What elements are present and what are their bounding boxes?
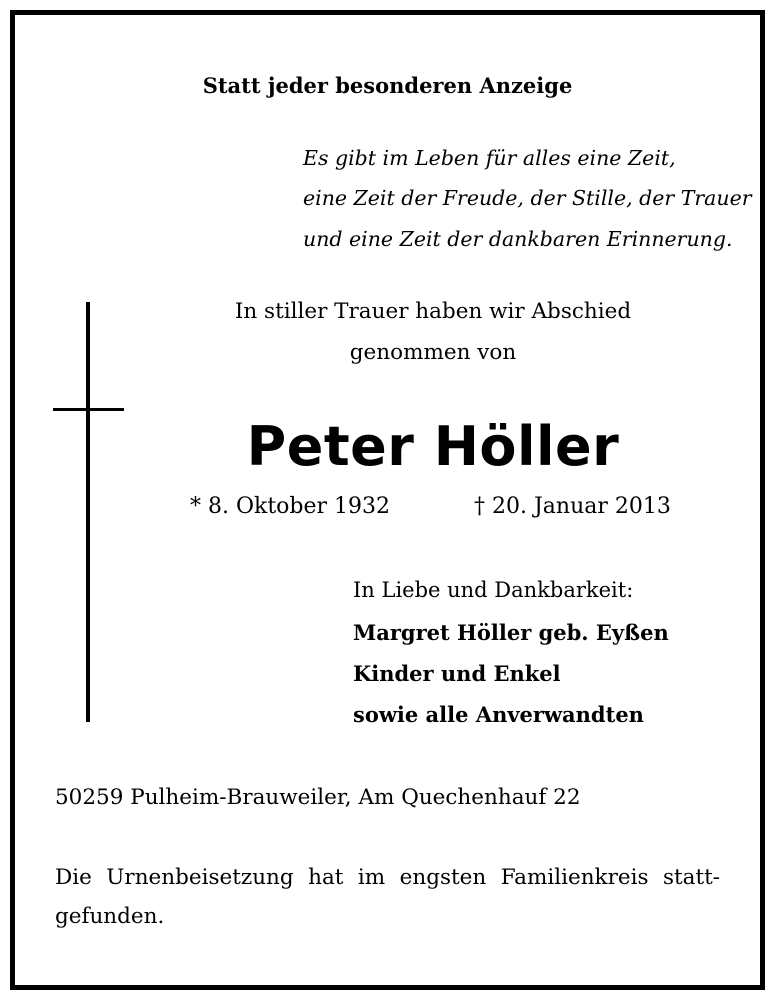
address: 50259 Pulheim-Brauweiler, Am Quechenhauf 22 (55, 785, 581, 810)
header-text: Statt jeder besonderen Anzeige (202, 73, 573, 98)
deceased-name: Peter Höller (246, 415, 620, 478)
notice-header (0, 73, 775, 98)
mourner-3: sowie alle Anverwandten (353, 702, 644, 727)
quote-line-2: eine Zeit der Freude, der Stille, der Trauer (303, 186, 752, 210)
birth-date: * 8. Oktober 1932 (190, 494, 391, 519)
quote-line-1: Es gibt im Leben für alles eine Zeit, (303, 146, 676, 170)
intro-line-1: In stiller Trauer haben wir Abschied (234, 299, 632, 324)
burial-note (55, 858, 720, 936)
intro-line-2: genommen von (349, 340, 517, 365)
burial-line-1: Die Urnenbeisetzung hat im engsten Familienkreis statt- (55, 865, 720, 890)
quote-line-3: und eine Zeit der dankbaren Erinnerung. (303, 227, 733, 251)
cross-bar (53, 408, 124, 411)
mourner-2: Kinder und Enkel (353, 661, 561, 686)
closing-label: In Liebe und Dankbarkeit: (353, 578, 634, 602)
cross-icon (86, 302, 90, 722)
mourner-1: Margret Höller geb. Eyßen (353, 620, 669, 645)
death-date: † 20. Januar 2013 (474, 494, 671, 519)
burial-line-2: gefunden. (55, 904, 165, 929)
